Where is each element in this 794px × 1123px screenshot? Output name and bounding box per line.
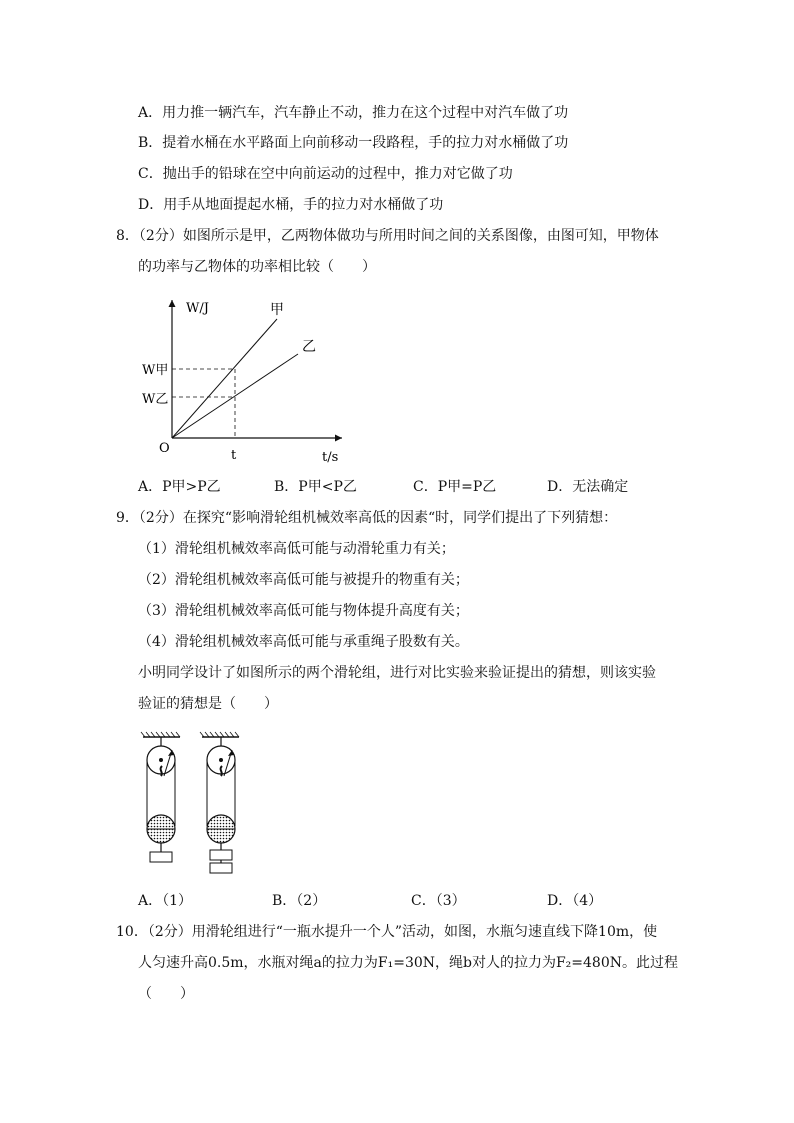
graph-origin-label: O [159, 441, 170, 456]
q8-option-d: D．无法确定 [547, 479, 629, 495]
q8-option-c: C．P甲=P乙 [413, 479, 497, 495]
graph-jia-label: 甲 [270, 302, 284, 318]
q9-option-c: C．（3） [411, 893, 466, 909]
q8-option-a: A．P甲>P乙 [138, 479, 221, 495]
pulley-system-left [141, 732, 180, 862]
q9-guess-4: （4）滑轮组机械效率高低可能与承重绳子股数有关。 [138, 634, 469, 650]
q9-stem: 9．（2分）在探究“影响滑轮组机械效率高低的因素“时，同学们提出了下列猜想： [116, 510, 618, 526]
q10-answer-brackets: （ ） [138, 986, 194, 1002]
weight-block [150, 852, 172, 862]
q9-description-continued: 验证的猜想是（ ） [138, 696, 278, 712]
q9-guess-3: （3）滑轮组机械效率高低可能与物体提升高度有关； [138, 603, 469, 619]
q9-description: 小明同学设计了如图所示的两个滑轮组，进行对比实验来验证提出的猜想，则该实验 [138, 665, 656, 681]
q9-option-d: D．（4） [547, 893, 603, 909]
graph-w-yi-label: W乙 [142, 392, 169, 407]
q9-option-b: B．（2） [272, 893, 327, 909]
graph-w-jia-label: W甲 [142, 363, 169, 378]
q10-stem-continued: 人匀速升高0.5m，水瓶对绳a的拉力为F₁=30N，绳b对人的拉力为F₂=480N。此过程 [138, 955, 678, 971]
graph-t-label: t [231, 448, 237, 463]
q9-guess-1: （1）滑轮组机械效率高低可能与动滑轮重力有关； [138, 541, 455, 557]
pulley-system-right [200, 732, 239, 873]
graph-y-label: W/J [186, 301, 209, 316]
q8-options [138, 477, 698, 497]
q8-option-b: B．P甲<P乙 [274, 479, 357, 495]
weight-block [210, 850, 232, 860]
q8-stem-continued: 的功率与乙物体的功率相比较（ ） [138, 259, 376, 275]
q7-option-c: C．抛出手的铅球在空中向前运动的过程中，推力对它做了功 [138, 166, 513, 182]
q7-option-d: D．用手从地面提起水桶，手的拉力对水桶做了功 [138, 197, 444, 213]
q10-stem: 10．（2分）用滑轮组进行“一瓶水提升一个人”活动，如图，水瓶匀速直线下降10m，使 [116, 924, 658, 940]
graph-x-label: t/s [322, 450, 339, 465]
q9-option-a: A．（1） [138, 893, 193, 909]
work-time-graph [130, 290, 370, 470]
weight-block [210, 863, 232, 873]
q7-option-a: A．用力推一辆汽车，汽车静止不动，推力在这个过程中对汽车做了功 [138, 105, 569, 121]
q7-option-b: B．提着水桶在水平路面上向前移动一段路程，手的拉力对水桶做了功 [138, 135, 569, 151]
q9-guess-2: （2）滑轮组机械效率高低可能与被提升的物重有关； [138, 572, 469, 588]
q8-stem: 8．（2分）如图所示是甲，乙两物体做功与所用时间之间的关系图像，由图可知，甲物体 [116, 228, 659, 244]
q9-options [138, 891, 698, 911]
pulley-systems-figure [138, 728, 248, 878]
graph-yi-label: 乙 [302, 339, 316, 355]
